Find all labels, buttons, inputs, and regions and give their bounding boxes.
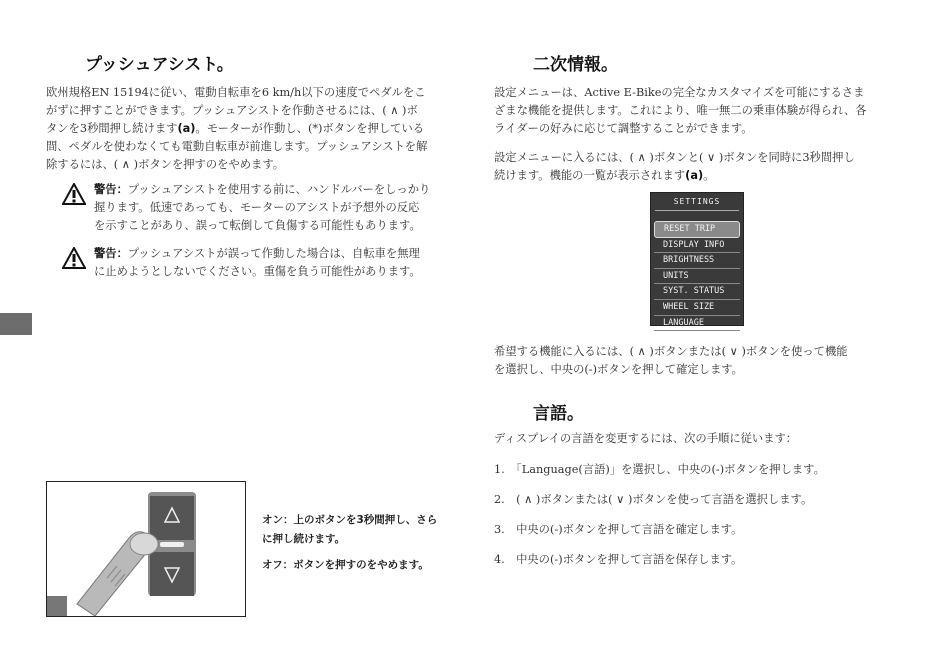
- caption-off: オフ：ボタンを押すのをやめます。: [262, 559, 429, 571]
- language-heading: 言語。: [533, 404, 584, 424]
- push-assist-paragraph: [46, 84, 466, 174]
- pressing-finger-icon: [77, 532, 158, 616]
- warning-triangle-icon: [62, 183, 86, 205]
- warning-label: 警告：: [94, 183, 128, 196]
- figure-corner-mark: [47, 596, 67, 616]
- menu-item-display-info: DISPLAY INFO: [654, 238, 740, 254]
- settings-enter-paragraph: 設定メニューに入るには、( ∧ )ボタンと( ∨ )ボタンを同時に3秒間押し 続けます。機能の一覧が表示されます(a)。: [494, 151, 855, 182]
- warning-text: 警告：プッシュアシストが誤って作動した場合は、自転車を無理 に止めようとしないでください。重傷を負う可能性があります。: [94, 247, 421, 278]
- warning-label: 警告：: [94, 247, 128, 260]
- text-line: タンを3秒間押し続けます(a)。モーターが作動し、(*)ボタンを押している: [46, 122, 425, 135]
- language-step-4: 4. 中央の(-)ボタンを押して言語を保存します。: [494, 553, 743, 566]
- menu-item-brightness: BRIGHTNESS: [654, 253, 740, 269]
- warning-triangle-icon: [62, 247, 86, 269]
- menu-item-wheel-size: WHEEL SIZE: [654, 300, 740, 316]
- language-step-2: 2. ( ∧ )ボタンまたは( ∨ )ボタンを使って言語を選択します。: [494, 493, 813, 506]
- push-button-figure: [46, 481, 246, 617]
- menu-item-syst-status: SYST. STATUS: [654, 284, 740, 300]
- page-edge-tab: [0, 313, 32, 335]
- secondary-info-heading: 二次情報。: [533, 55, 618, 75]
- text-line: がずに押すことができます。プッシュアシストを作動させるには、( ∧ )ボ: [46, 104, 418, 117]
- language-intro: ディスプレイの言語を変更するには、次の手順に従います：: [494, 432, 798, 445]
- caption-on: オン：上のボタンを3秒間押し、さら に押し続けます。: [262, 514, 438, 545]
- button-illustration: [47, 482, 245, 616]
- figure-ref: (a): [177, 122, 196, 135]
- settings-menu-title: SETTINGS: [655, 193, 739, 211]
- warning-text: 警告：プッシュアシストを使用する前に、ハンドルバーをしっかり 握ります。低速であっても、モーターのアシストが予想外の反応 を示すことがあり、誤って転倒して負傷する可能性もあります。: [94, 183, 431, 232]
- text-line: 間、ペダルを使わなくても電動自転車が前進します。プッシュアシストを解: [46, 140, 428, 153]
- text-line: 除するには、( ∧ )ボタンを押すのをやめます。: [46, 158, 285, 171]
- menu-item-language: LANGUAGE: [654, 316, 740, 332]
- menu-item-units: UNITS: [654, 269, 740, 285]
- language-step-3: 3. 中央の(-)ボタンを押して言語を確定します。: [494, 523, 743, 536]
- settings-intro-paragraph: 設定メニューは、Active E-Bikeの完全なカスタマイズを可能にするさま ざまな機能を提供します。これにより、唯一無二の乗車体験が得られ、各 ライダーの好みに応じて調整することができます。: [494, 86, 867, 135]
- settings-menu-display: [650, 192, 744, 326]
- language-step-1: 1. 「Language(言語)」を選択し、中央の(-)ボタンを押します。: [494, 463, 825, 476]
- warning-block-1: [62, 181, 472, 235]
- select-function-paragraph: 希望する機能に入るには、( ∧ )ボタンまたは( ∨ )ボタンを使って機能 を選択し、中央の(-)ボタンを押して確定します。: [494, 345, 848, 376]
- figure-ref: (a): [685, 169, 704, 182]
- push-assist-heading: プッシュアシスト。: [85, 55, 234, 75]
- warning-block-2: [62, 245, 472, 281]
- menu-item-reset-trip: RESET TRIP: [654, 221, 740, 238]
- text-line: 欧州規格EN 15194に従い、電動自転車を6 km/h以下の速度でペダルをこ: [46, 86, 426, 99]
